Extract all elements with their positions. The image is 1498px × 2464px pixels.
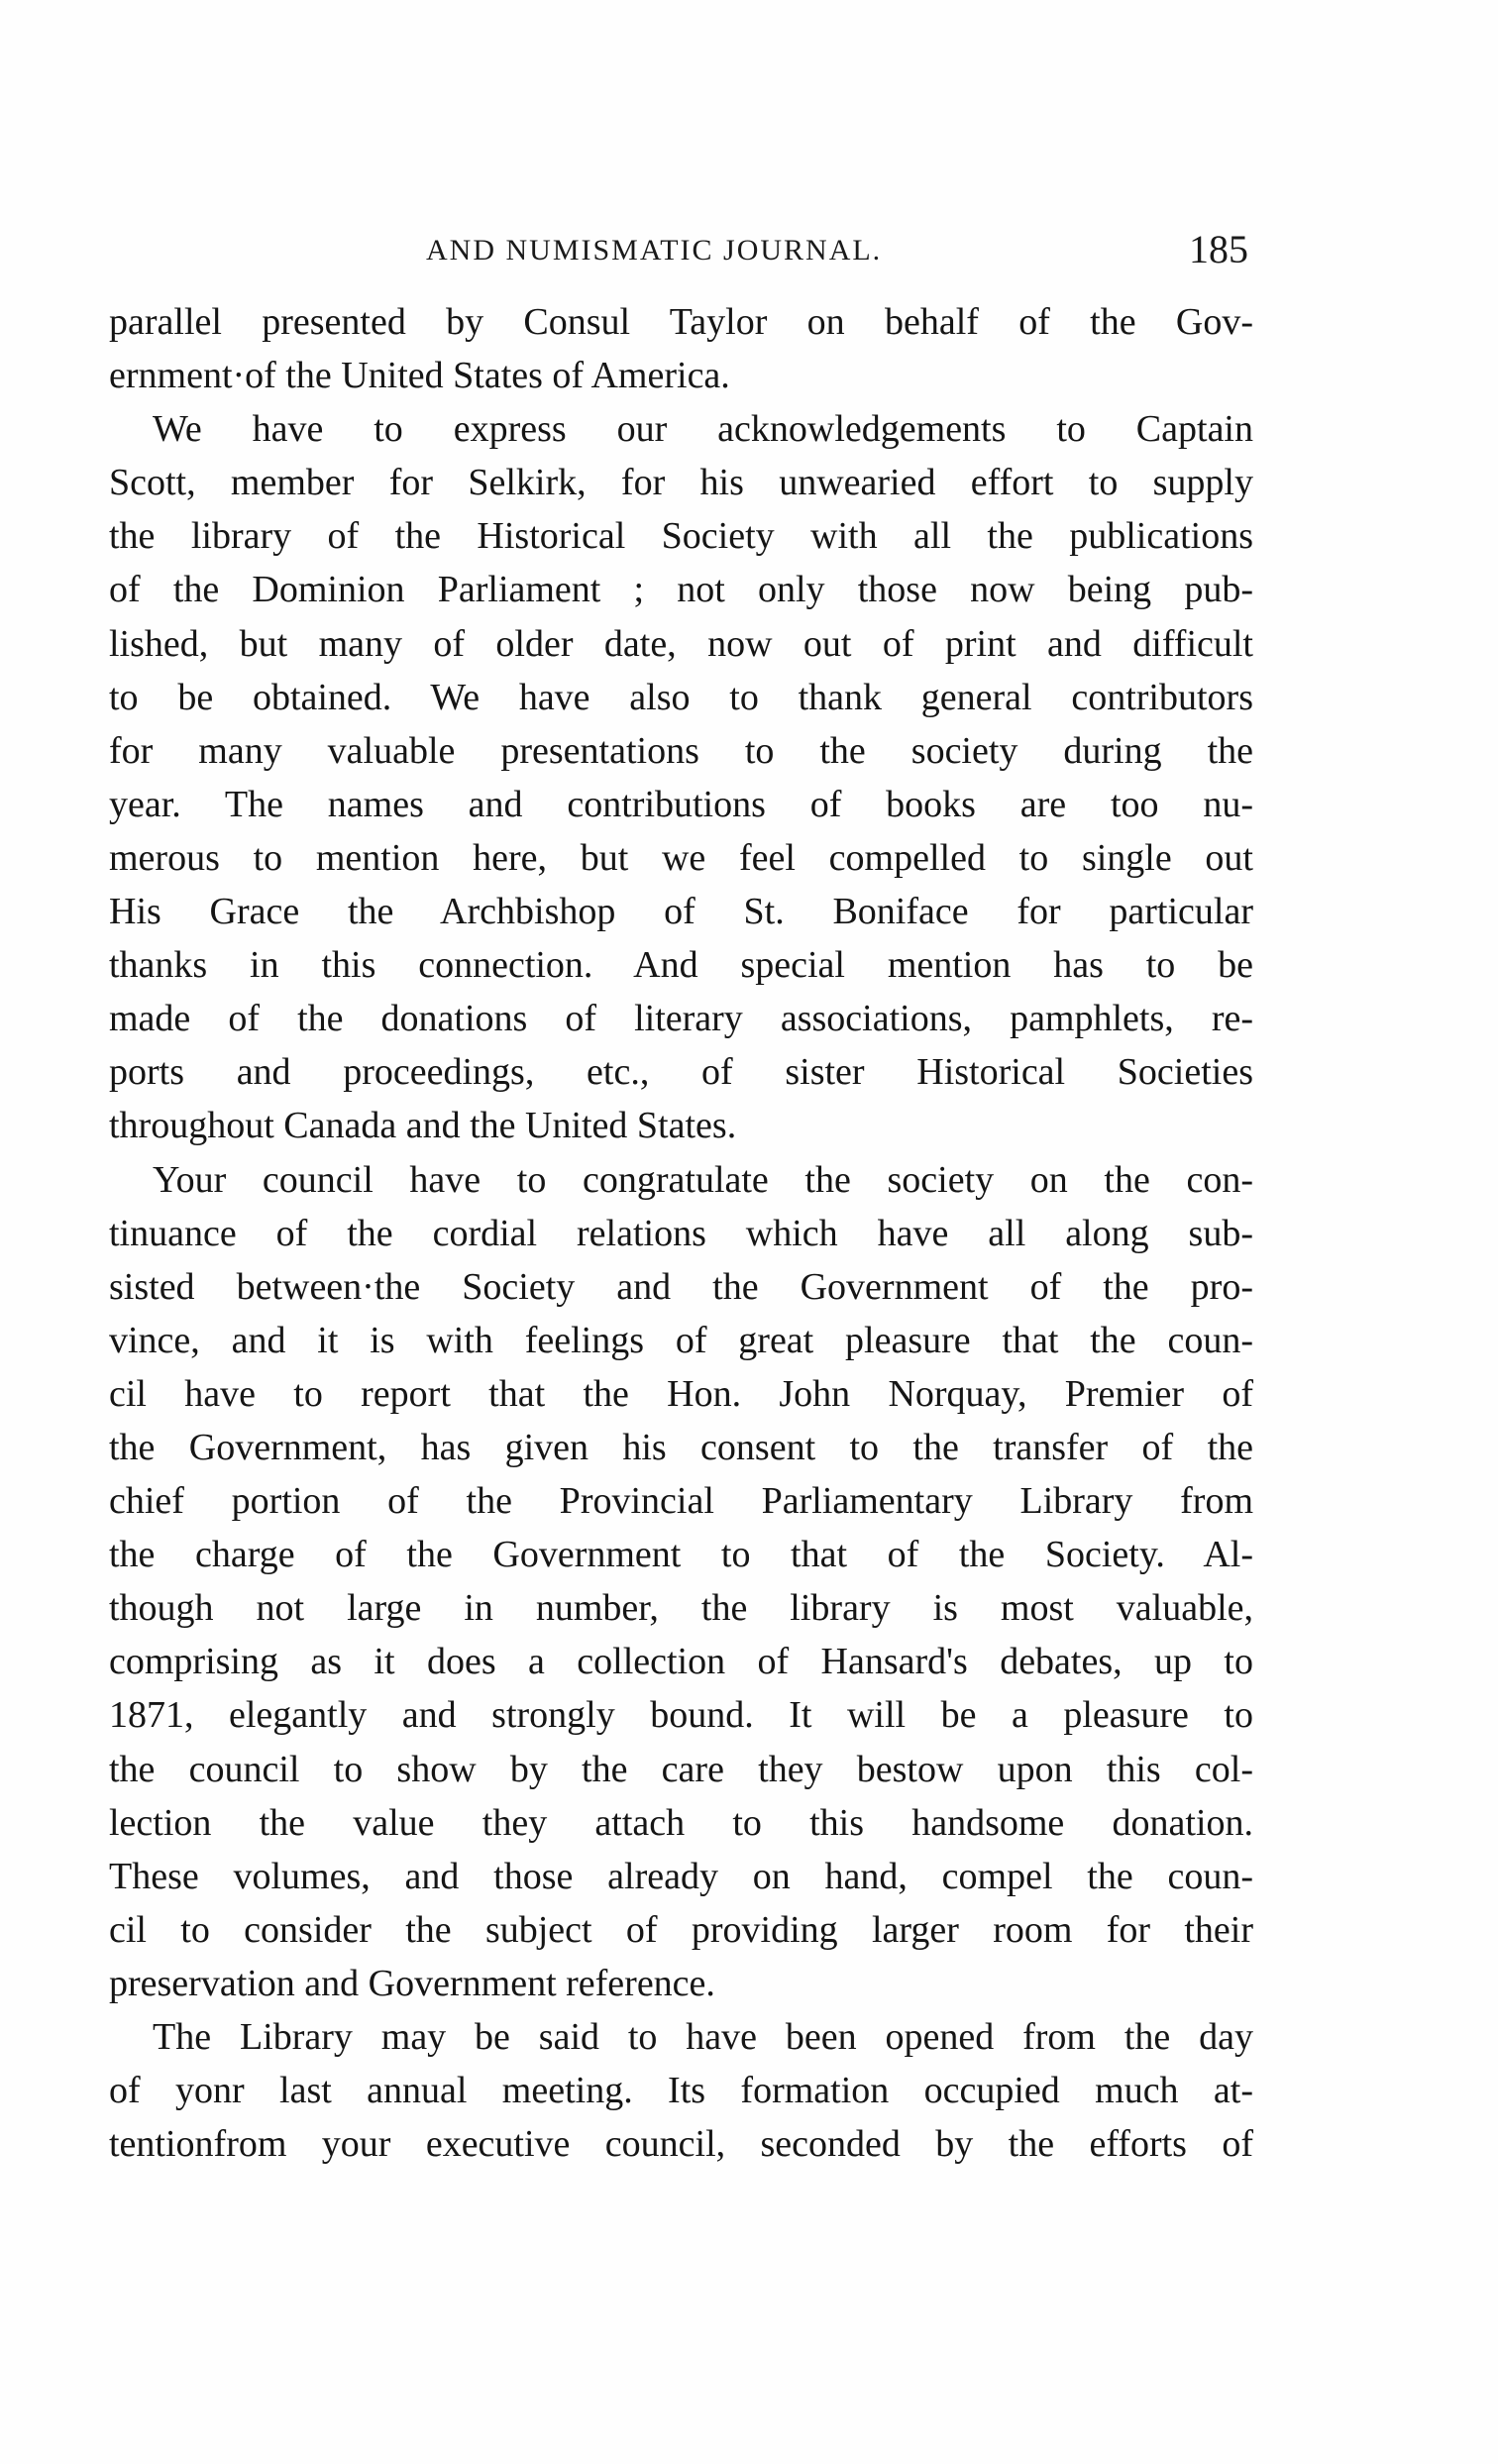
text-line: of yonr last annual meeting. Its formation occupied much at- bbox=[109, 2070, 1253, 2112]
text-line: vince, and it is with feelings of great pleasure that the coun- bbox=[109, 1319, 1253, 1361]
text-line: though not large in number, the library is most valuable, bbox=[109, 1587, 1253, 1630]
text-line: preservation and Government reference. bbox=[109, 1962, 715, 2004]
paragraph bbox=[109, 295, 1253, 402]
text-line: the Government, has given his consent to the transfer of the bbox=[109, 1426, 1253, 1468]
body-text bbox=[109, 295, 1253, 2171]
text-line: ernment·of the United States of America. bbox=[109, 355, 730, 397]
text-line: comprising as it does a collection of Hansard's debates, up to bbox=[109, 1641, 1253, 1683]
text-line: His Grace the Archbishop of St. Boniface for particular bbox=[109, 891, 1253, 933]
text-line: parallel presented by Consul Taylor on behalf of the Gov- bbox=[109, 301, 1253, 343]
text-line: merous to mention here, but we feel compelled to single out bbox=[109, 836, 1253, 879]
text-line: chief portion of the Provincial Parliamentary Library from bbox=[109, 1480, 1253, 1523]
text-line: These volumes, and those already on hand, compel the coun- bbox=[109, 1855, 1253, 1897]
text-line: year. The names and contributions of books are too nu- bbox=[109, 783, 1253, 825]
running-title: AND NUMISMATIC JOURNAL. bbox=[426, 234, 883, 267]
text-line: The Library may be said to have been opened from the day bbox=[153, 2016, 1253, 2058]
paragraph bbox=[109, 2010, 1253, 2171]
text-line: thanks in this connection. And special mention has to be bbox=[109, 944, 1253, 987]
text-line: to be obtained. We have also to thank general contributors bbox=[109, 676, 1253, 718]
text-line: made of the donations of literary associations, pamphlets, re- bbox=[109, 998, 1253, 1040]
text-line: the charge of the Government to that of the Society. Al- bbox=[109, 1534, 1253, 1576]
text-line: sisted between·the Society and the Government of the pro- bbox=[109, 1265, 1253, 1308]
text-line: lished, but many of older date, now out of print and difficult bbox=[109, 622, 1253, 665]
text-line: lection the value they attach to this handsome donation. bbox=[109, 1801, 1253, 1844]
text-line: the library of the Historical Society with all the publications bbox=[109, 515, 1253, 558]
text-line: cil to consider the subject of providing larger room for their bbox=[109, 1908, 1253, 1951]
text-line: 1871, elegantly and strongly bound. It will be a pleasure to bbox=[109, 1694, 1253, 1737]
running-head bbox=[109, 226, 1248, 285]
text-line: the council to show by the care they bestow upon this col- bbox=[109, 1748, 1253, 1790]
text-line: throughout Canada and the United States. bbox=[109, 1105, 737, 1147]
text-line: cil have to report that the Hon. John Norquay, Premier of bbox=[109, 1372, 1253, 1415]
text-line: ports and proceedings, etc., of sister Historical Societies bbox=[109, 1051, 1253, 1094]
paragraph bbox=[109, 402, 1253, 1152]
paragraph bbox=[109, 1153, 1253, 2011]
text-line: Scott, member for Selkirk, for his unwearied effort to supply bbox=[109, 462, 1253, 504]
text-line: tentionfrom your executive council, seconded by the efforts of bbox=[109, 2123, 1253, 2166]
text-line: tinuance of the cordial relations which have all along sub- bbox=[109, 1212, 1253, 1254]
text-line: We have to express our acknowledgements to Captain bbox=[153, 408, 1253, 451]
page-number: 185 bbox=[1189, 227, 1248, 271]
text-line: of the Dominion Parliament ; not only those now being pub- bbox=[109, 569, 1253, 611]
text-line: Your council have to congratulate the society on the con- bbox=[153, 1158, 1253, 1201]
text-line: for many valuable presentations to the society during the bbox=[109, 729, 1253, 772]
